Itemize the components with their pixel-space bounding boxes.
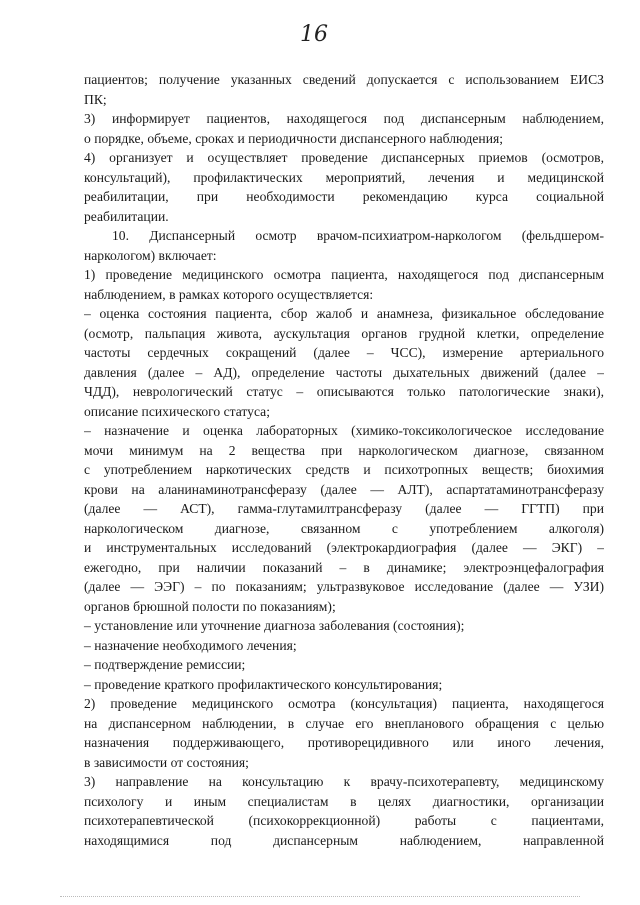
document-body (84, 70, 604, 850)
text-line: с употреблением наркотических средств и психотропных веществ; биохимия (84, 462, 604, 477)
text-line: назначения поддерживающего, противорецидивного или иного лечения, (84, 735, 604, 750)
text-line: 4) организует и осуществляет проведение диспансерных приемов (осмотров, (84, 150, 604, 165)
text-line: ежегодно, при наличии показаний – в динамике; электроэнцефалография (84, 559, 604, 575)
page-bottom-edge (60, 896, 580, 899)
text-line: крови на аланинаминотрансферазу (далее — АЛТ), аспартатаминотрансферазу (84, 481, 604, 497)
text-line: органов брюшной полости по показаниям); (84, 598, 336, 614)
text-line: на диспансерном наблюдении, в случае его внепланового обращения с целью (84, 715, 604, 731)
text-line: ЧДД), неврологический статус – описываются только патологические знаки), (84, 384, 604, 399)
text-line: пациентов; получение указанных сведений допускается с использованием ЕИСЗ (84, 72, 604, 87)
text-line: частоты сердечных сокращений (далее – ЧСС), измерение артериального (84, 345, 604, 360)
text-line: давления (далее – АД), определение частоты дыхательных движений (далее – (84, 364, 604, 380)
text-line: психотерапевтической (психокоррекционной) работы с пациентами, (84, 813, 604, 828)
text-line: психологу и иным специалистам в целях диагностики, организации (84, 793, 604, 809)
text-line: (осмотр, пальпация живота, аускультация органов грудной клетки, определение (84, 325, 604, 341)
text-line: – назначение необходимого лечения; (84, 637, 297, 653)
text-line: наркологическом диагнозе, связанном с употреблением алкоголя) (84, 520, 604, 536)
text-line: ПК; (84, 91, 107, 107)
text-line: 1) проведение медицинского осмотра пациента, находящегося под диспансерным (84, 267, 604, 282)
text-line: – назначение и оценка лабораторных (химико-токсикологическое исследование (84, 423, 604, 438)
text-line: мочи минимум на 2 вещества при наркологическом диагнозе, связанном (84, 442, 604, 458)
text-line: описание психического статуса; (84, 403, 270, 419)
text-line: – установление или уточнение диагноза заболевания (состояния); (84, 618, 465, 633)
text-line: реабилитации, при необходимости рекомендацию курса социальной (84, 189, 604, 204)
page-number: 16 (300, 22, 328, 47)
text-line: консультаций), профилактических мероприятий, лечения и медицинской (84, 169, 604, 185)
text-line: 3) направление на консультацию к врачу-психотерапевту, медицинскому (84, 774, 604, 789)
text-line: находящимися под диспансерным наблюдением, направленной (84, 832, 604, 848)
text-line: (далее — АСТ), гамма-глутамилтрансферазу (далее — ГГТП) при (84, 501, 604, 516)
text-line: – проведение краткого профилактического консультирования; (84, 676, 443, 692)
text-line: 2) проведение медицинского осмотра (консультация) пациента, находящегося (84, 696, 604, 711)
text-line: 10. Диспансерный осмотр врачом-психиатром-наркологом (фельдшером- (112, 228, 604, 243)
text-line: реабилитации. (84, 208, 169, 224)
text-line: наркологом) включает: (84, 247, 217, 263)
text-line: – оценка состояния пациента, сбор жалоб и анамнеза, физикальное обследование (84, 306, 604, 321)
text-line: наблюдением, в рамках которого осуществляется: (84, 286, 374, 302)
text-line: о порядке, объеме, сроках и периодичности диспансерного наблюдения; (84, 130, 504, 146)
text-line: – подтверждение ремиссии; (84, 657, 246, 672)
text-line: (далее — ЭЭГ) – по показаниям; ультразвуковое исследование (далее — УЗИ) (84, 579, 604, 594)
text-line: 3) информирует пациентов, находящегося под диспансерным наблюдением, (84, 111, 604, 126)
text-line: и инструментальных исследований (электрокардиография (далее — ЭКГ) – (84, 540, 604, 555)
text-line: в зависимости от состояния; (84, 754, 249, 770)
